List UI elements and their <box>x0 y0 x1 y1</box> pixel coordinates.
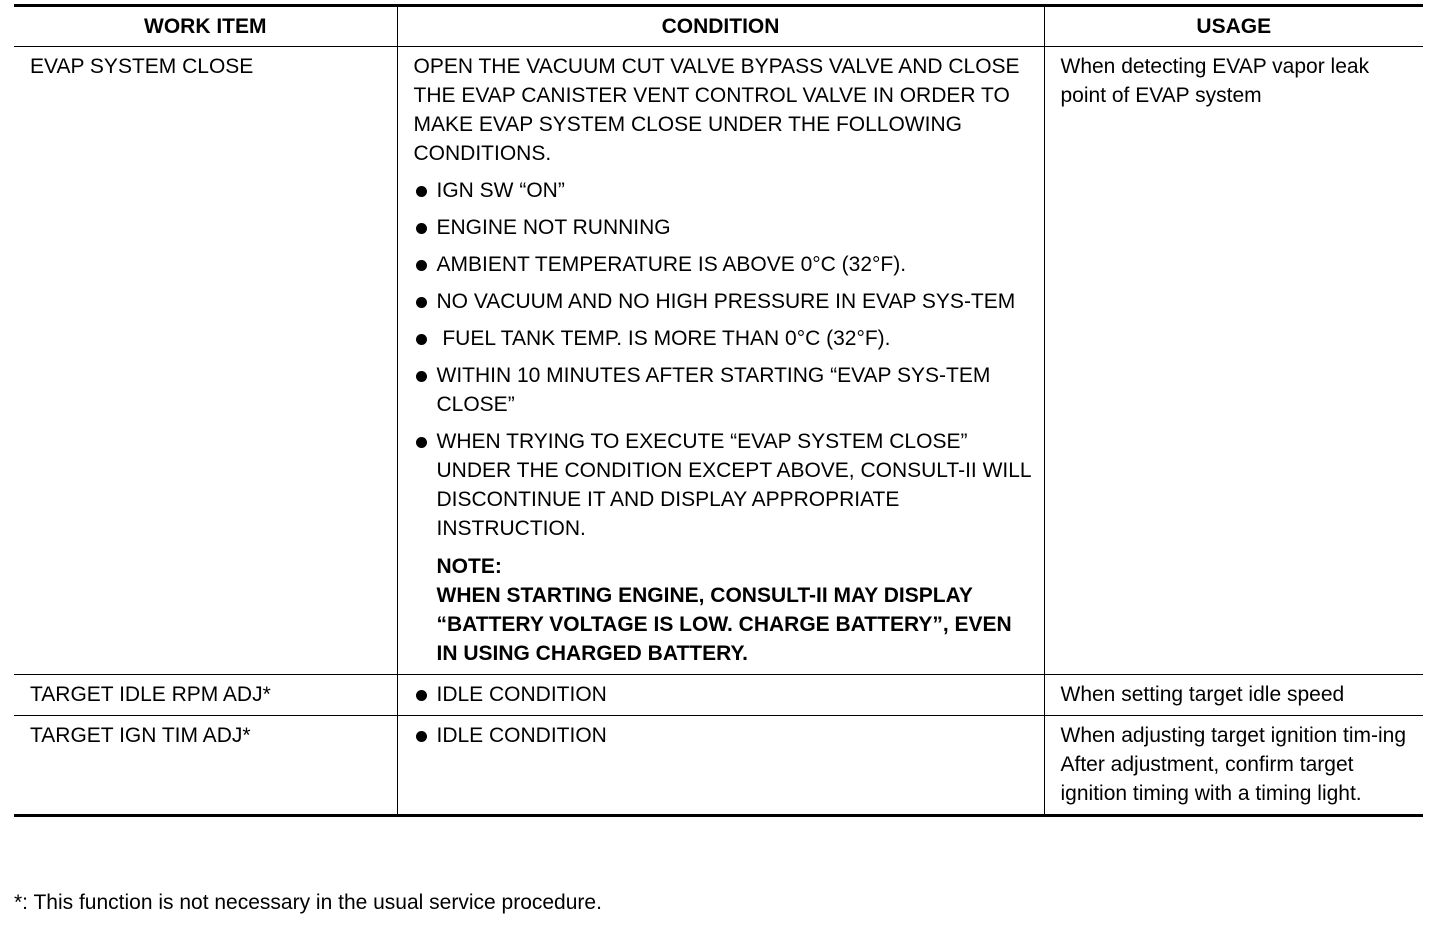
bullet-icon <box>416 371 427 382</box>
usage-cell <box>1044 47 1423 675</box>
usage-text: When setting target idle speed <box>1060 683 1345 706</box>
bullet-icon <box>416 437 427 448</box>
note-text: WHEN STARTING ENGINE, CONSULT-II MAY DISPLAY “BATTERY VOLTAGE IS LOW. CHARGE BATTERY”, EVEN IN USING CHARGED BATTERY. <box>436 584 1012 665</box>
condition-item <box>414 250 1034 279</box>
condition-text: IGN SW “ON” <box>436 179 565 202</box>
work-item-cell <box>14 716 397 816</box>
note-label: NOTE: <box>436 555 502 578</box>
condition-text: AMBIENT TEMPERATURE IS ABOVE 0°C (32°F). <box>436 253 907 276</box>
bullet-icon <box>416 223 427 234</box>
header-work-item: WORK ITEM <box>14 6 397 47</box>
header-usage: USAGE <box>1044 6 1423 47</box>
usage-cell <box>1044 675 1423 716</box>
footnote: *: This function is not necessary in the usual service procedure. <box>14 891 602 914</box>
work-item-label: EVAP SYSTEM CLOSE <box>30 55 254 78</box>
table-row <box>14 47 1423 675</box>
condition-intro: OPEN THE VACUUM CUT VALVE BYPASS VALVE AND CLOSE THE EVAP CANISTER VENT CONTROL VALVE IN ORDER TO MAKE EVAP SYSTEM CLOSE UNDER THE FOLLOWING CONDITIONS. <box>413 55 1020 165</box>
condition-text: FUEL TANK TEMP. IS MORE THAN 0°C (32°F). <box>436 327 891 350</box>
condition-text: ENGINE NOT RUNNING <box>436 216 671 239</box>
condition-text: WHEN TRYING TO EXECUTE “EVAP SYSTEM CLOSE” UNDER THE CONDITION EXCEPT ABOVE, CONSULT-II WILL DISCONTINUE IT AND DISPLAY APPROPRIATE INSTRUCTION. <box>436 430 1031 540</box>
usage-text: When detecting EVAP vapor leak point of EVAP system <box>1060 55 1370 107</box>
header-condition: CONDITION <box>397 6 1044 47</box>
condition-text: IDLE CONDITION <box>436 683 607 706</box>
bullet-icon <box>416 690 427 701</box>
condition-item <box>414 680 1034 709</box>
bullet-icon <box>416 186 427 197</box>
condition-text: NO VACUUM AND NO HIGH PRESSURE IN EVAP SYS-TEM <box>436 290 1016 313</box>
work-item-label: TARGET IGN TIM ADJ* <box>30 724 251 747</box>
note-block <box>414 552 1034 668</box>
condition-item <box>414 176 1034 205</box>
table-row <box>14 675 1423 716</box>
table-header-row <box>14 6 1423 47</box>
condition-text: WITHIN 10 MINUTES AFTER STARTING “EVAP SYS-TEM CLOSE” <box>436 364 991 416</box>
usage-text: When adjusting target ignition tim-ing <box>1060 724 1407 747</box>
work-item-cell <box>14 47 397 675</box>
condition-cell <box>397 675 1044 716</box>
work-support-document <box>14 4 1423 817</box>
work-item-cell <box>14 675 397 716</box>
bullet-icon <box>416 260 427 271</box>
condition-item <box>414 721 1034 750</box>
condition-item <box>414 361 1034 419</box>
bullet-icon <box>416 731 427 742</box>
condition-cell <box>397 47 1044 675</box>
work-item-table <box>14 4 1423 817</box>
condition-item <box>414 213 1034 242</box>
condition-cell <box>397 716 1044 816</box>
usage-cell <box>1044 716 1423 816</box>
condition-text: IDLE CONDITION <box>436 724 607 747</box>
bullet-icon <box>416 297 427 308</box>
bullet-icon <box>416 334 427 345</box>
condition-item <box>414 324 1034 353</box>
condition-item <box>414 427 1034 543</box>
usage-text: After adjustment, confirm target ignition timing with a timing light. <box>1060 753 1362 805</box>
table-row <box>14 716 1423 816</box>
condition-item <box>414 287 1034 316</box>
work-item-label: TARGET IDLE RPM ADJ* <box>30 683 271 706</box>
